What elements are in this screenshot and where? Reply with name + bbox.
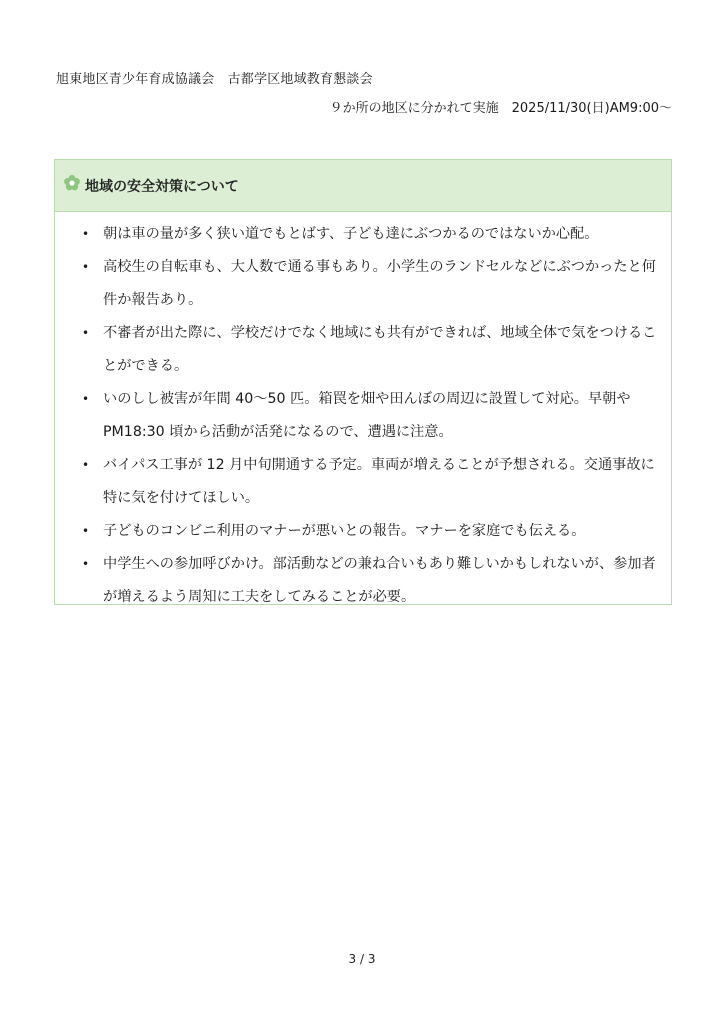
- section-header: [55, 160, 671, 212]
- list-item-text: 中学生への参加呼びかけ。部活動などの兼ね合いもあり難しいかもしれないが、参加者が増えるよう周知に工夫をしてみることが必要。: [103, 556, 656, 605]
- bullet-list: [55, 212, 671, 614]
- bullet-icon: •: [82, 557, 90, 571]
- bullet-icon: •: [82, 260, 90, 274]
- bullet-icon: •: [82, 392, 90, 406]
- list-item: [55, 251, 671, 317]
- list-item-text: バイパス工事が 12 月中旬開通する予定。車両が増えることが予想される。交通事故に特に気を付けてほしい。: [103, 457, 655, 506]
- bullet-icon: •: [82, 326, 90, 340]
- flower-icon: [63, 174, 81, 192]
- list-item-text: 不審者が出た際に、学校だけでなく地域にも共有ができれば、地域全体で気をつけることができる。: [103, 325, 657, 374]
- list-item: [55, 317, 671, 383]
- page-number: 3 / 3: [348, 952, 376, 966]
- list-item-text: 朝は車の量が多く狭い道でもとばす、子ども達にぶつかるのではないか心配。: [103, 226, 599, 242]
- list-item-text: 高校生の自転車も、大人数で通る事もあり。小学生のランドセルなどにぶつかったと何件か報告あり。: [103, 259, 656, 308]
- bullet-icon: •: [82, 227, 90, 241]
- list-item-text: いのしし被害が年間 40～50 匹。箱罠を畑や田んぼの周辺に設置して対応。早朝やPM18:30 頃から活動が活発になるので、遭遇に注意。: [103, 391, 631, 440]
- list-item: [55, 449, 671, 515]
- bullet-icon: •: [82, 524, 90, 538]
- bullet-icon: •: [82, 458, 90, 472]
- list-item: [55, 515, 671, 548]
- list-item: [55, 218, 671, 251]
- safety-section: [54, 159, 672, 605]
- list-item: [55, 548, 671, 614]
- list-item-text: 子どものコンビニ利用のマナーが悪いとの報告。マナーを家庭でも伝える。: [103, 523, 586, 539]
- date-line: ９か所の地区に分かれて実施 2025/11/30(日)AM9:00～: [329, 101, 672, 116]
- section-title: 地域の安全対策について: [85, 178, 239, 195]
- organization-line: 旭東地区青少年育成協議会 古都学区地域教育懇談会: [56, 72, 373, 87]
- list-item: [55, 383, 671, 449]
